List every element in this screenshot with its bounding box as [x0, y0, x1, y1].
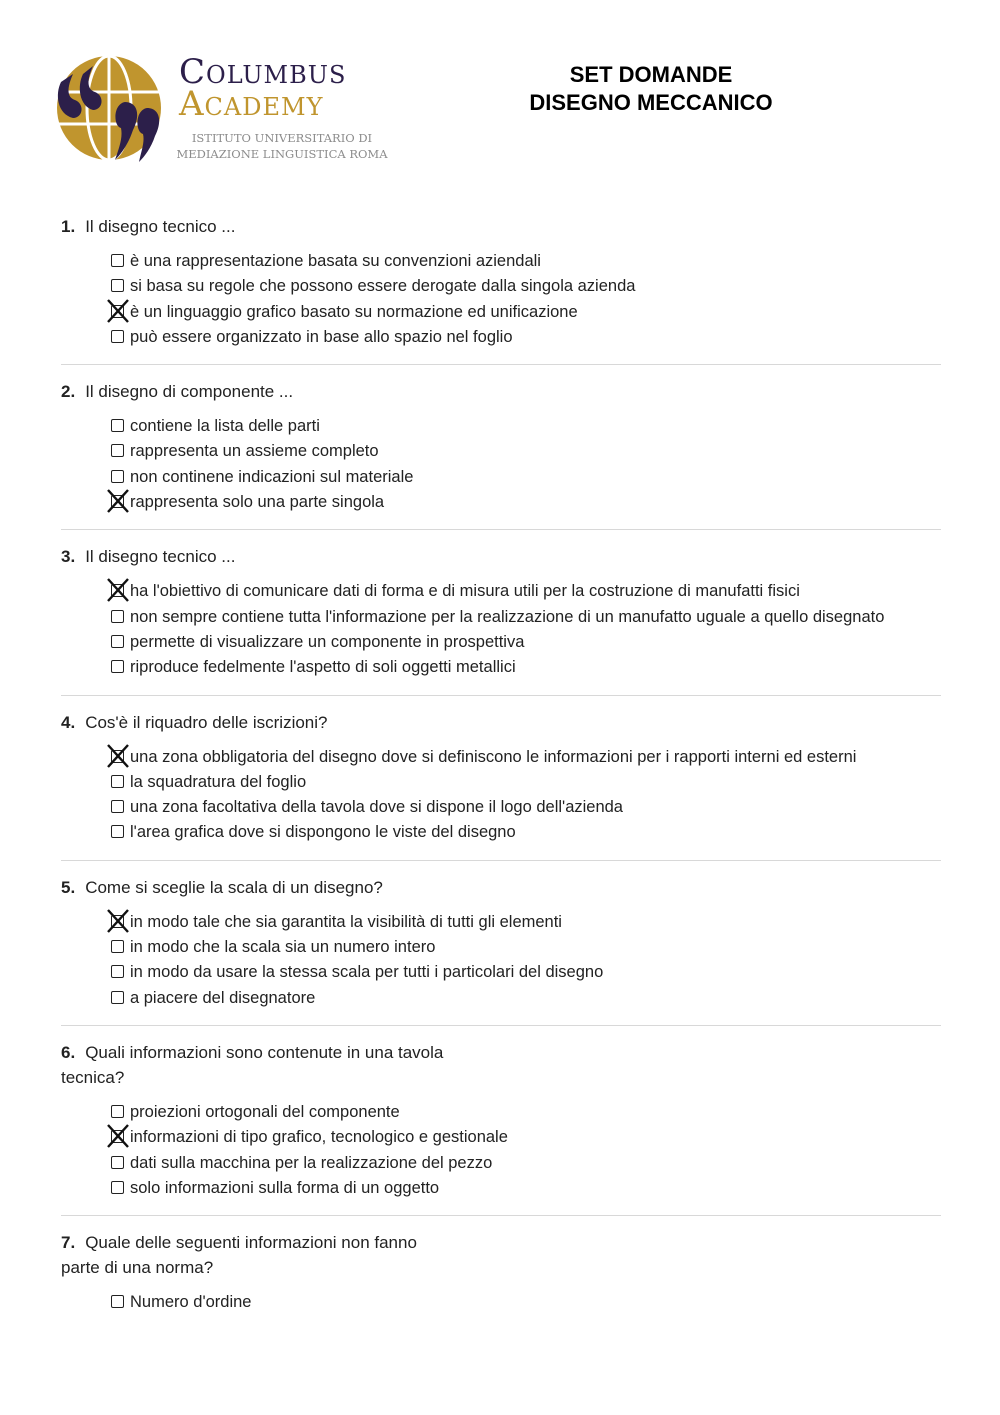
checkbox[interactable] [111, 965, 124, 978]
checked-cross-icon [106, 578, 130, 602]
checkbox[interactable] [111, 419, 124, 432]
checked-cross-icon [106, 1124, 130, 1148]
question-list [61, 214, 941, 1329]
answer-option[interactable] [111, 439, 941, 464]
answer-option[interactable] [111, 960, 941, 985]
question-text [61, 875, 941, 900]
answer-label: informazioni di tipo grafico, tecnologico e gestionale [130, 1128, 508, 1147]
answer-label: a piacere del disegnatore [130, 988, 316, 1007]
answer-label: proiezioni ortogonali del componente [130, 1102, 400, 1121]
answer-label: rappresenta solo una parte singola [130, 493, 385, 512]
checkbox[interactable] [111, 279, 124, 292]
question-4 [61, 710, 941, 861]
answer-label: dati sulla macchina per la realizzazione del pezzo [130, 1153, 493, 1172]
answer-label: non sempre contiene tutta l'informazione per la realizzazione di un manufatto uguale a quello disegnato [130, 607, 885, 626]
answer-label: rappresenta un assieme completo [130, 442, 379, 461]
answer-option[interactable] [111, 745, 941, 770]
question-text [61, 1230, 451, 1280]
answer-label: contiene la lista delle parti [130, 417, 320, 436]
answer-option[interactable] [111, 630, 941, 655]
answer-option[interactable] [111, 795, 941, 820]
brand-subtitle [171, 130, 393, 162]
answer-label: è un linguaggio grafico basato su normazione ed unificazione [130, 302, 578, 321]
brand-subtitle-line1: ISTITUTO UNIVERSITARIO DI [191, 131, 373, 145]
checkbox[interactable] [111, 1181, 124, 1194]
answer-option[interactable] [111, 910, 941, 935]
answer-option[interactable] [111, 579, 941, 604]
answer-label: solo informazioni sulla forma di un oggetto [130, 1178, 440, 1197]
checkbox[interactable] [111, 470, 124, 483]
checked-cross-icon [106, 744, 130, 768]
answer-label: la squadratura del foglio [130, 772, 307, 791]
answer-option[interactable] [111, 1100, 941, 1125]
question-divider [61, 1025, 941, 1026]
answer-label: una zona facoltativa della tavola dove si dispone il logo dell'azienda [130, 798, 623, 817]
answer-option[interactable] [111, 605, 941, 630]
answer-label: una zona obbligatoria del disegno dove si definiscono le informazioni per i rapporti interni ed esterni [130, 747, 857, 766]
question-label: Quale delle seguenti informazioni non fanno parte di una norma? [61, 1233, 417, 1278]
answer-option[interactable] [111, 1125, 941, 1150]
question-7 [61, 1230, 941, 1315]
question-divider [61, 695, 941, 696]
answer-label: non continene indicazioni sul materiale [130, 467, 414, 486]
answer-list [61, 579, 941, 680]
question-label: Il disegno di componente ... [85, 382, 294, 402]
checkbox[interactable] [111, 584, 124, 597]
question-label: Il disegno tecnico ... [85, 547, 236, 567]
question-5 [61, 875, 941, 1026]
question-label: Cos'è il riquadro delle iscrizioni? [85, 712, 328, 732]
answer-list [61, 249, 941, 350]
question-6 [61, 1040, 941, 1216]
question-text [61, 379, 941, 404]
answer-option[interactable] [111, 986, 941, 1011]
question-text [61, 214, 941, 239]
question-label: Il disegno tecnico ... [85, 217, 236, 236]
question-number: 4. [61, 712, 76, 732]
answer-option[interactable] [111, 1151, 941, 1176]
academy-logo [53, 52, 398, 170]
globe-quote-icon [53, 52, 165, 164]
checkbox[interactable] [111, 800, 124, 813]
answer-list [61, 910, 941, 1011]
answer-option[interactable] [111, 300, 941, 325]
answer-label: l'area grafica dove si dispongono le viste del disegno [130, 823, 516, 842]
checkbox[interactable] [111, 1156, 124, 1169]
question-label: Come si sceglie la scala di un disegno? [85, 877, 383, 897]
question-divider [61, 364, 941, 365]
checked-cross-icon [106, 489, 130, 513]
question-2 [61, 379, 941, 530]
question-divider [61, 1215, 941, 1216]
answer-label: è una rappresentazione basata su convenzioni aziendali [130, 252, 541, 270]
answer-option[interactable] [111, 274, 941, 299]
checkbox[interactable] [111, 254, 124, 267]
answer-label: in modo che la scala sia un numero intero [130, 938, 436, 957]
answer-option[interactable] [111, 414, 941, 439]
question-number: 7. [61, 1233, 76, 1253]
document-title-line1: SET DOMANDE [569, 62, 733, 87]
answer-option[interactable] [111, 249, 941, 274]
answer-option[interactable] [111, 820, 941, 845]
checked-cross-icon [106, 299, 130, 323]
checkbox[interactable] [111, 305, 124, 318]
question-number: 1. [61, 217, 76, 236]
answer-option[interactable] [111, 1176, 941, 1201]
answer-label: si basa su regole che possono essere derogate dalla singola azienda [130, 277, 636, 296]
answer-option[interactable] [111, 465, 941, 490]
answer-label: riproduce fedelmente l'aspetto di soli oggetti metallici [130, 658, 516, 677]
answer-list [61, 414, 941, 515]
checkbox[interactable] [111, 991, 124, 1004]
question-number: 2. [61, 382, 76, 402]
checkbox[interactable] [111, 330, 124, 343]
checked-cross-icon [106, 909, 130, 933]
brand-name-line1: Columbus [179, 52, 347, 92]
answer-option[interactable] [111, 490, 941, 515]
question-text [61, 544, 941, 569]
document-title-line2: DISEGNO MECCANICO [529, 90, 773, 115]
question-3 [61, 544, 941, 695]
question-divider [61, 860, 941, 861]
answer-label: Numero d'ordine [130, 1293, 252, 1312]
checkbox[interactable] [111, 1105, 124, 1118]
checkbox[interactable] [111, 610, 124, 623]
answer-option[interactable] [111, 325, 941, 350]
checkbox[interactable] [111, 635, 124, 648]
answer-list [61, 745, 941, 846]
answer-option[interactable] [111, 935, 941, 960]
question-text [61, 1040, 451, 1090]
answer-label: ha l'obiettivo di comunicare dati di forma e di misura utili per la costruzione di manufatti fisici [130, 582, 800, 601]
brand-name-line2: Academy [179, 84, 324, 124]
question-number: 3. [61, 547, 76, 567]
question-divider [61, 529, 941, 530]
question-label: Quali informazioni sono contenute in una tavola tecnica? [61, 1042, 444, 1087]
question-1 [61, 214, 941, 365]
checkbox[interactable] [111, 1295, 124, 1308]
checkbox[interactable] [111, 660, 124, 673]
checkbox[interactable] [111, 444, 124, 457]
answer-label: in modo da usare la stessa scala per tutti i particolari del disegno [130, 963, 604, 982]
document-title [500, 61, 802, 117]
answer-option[interactable] [111, 770, 941, 795]
brand-subtitle-line2: MEDIAZIONE LINGUISTICA ROMA [176, 147, 388, 161]
answer-option[interactable] [111, 1290, 941, 1315]
answer-list [61, 1290, 941, 1315]
checkbox[interactable] [111, 750, 124, 763]
answer-option[interactable] [111, 655, 941, 680]
question-number: 6. [61, 1042, 76, 1062]
question-text [61, 710, 941, 735]
checkbox[interactable] [111, 825, 124, 838]
answer-label: in modo tale che sia garantita la visibilità di tutti gli elementi [130, 912, 562, 931]
answer-label: permette di visualizzare un componente in prospettiva [130, 632, 525, 651]
checkbox[interactable] [111, 495, 124, 508]
checkbox[interactable] [111, 1130, 124, 1143]
answer-list [61, 1100, 941, 1201]
answer-label: può essere organizzato in base allo spazio nel foglio [130, 327, 513, 346]
checkbox[interactable] [111, 915, 124, 928]
question-number: 5. [61, 877, 76, 897]
checkbox[interactable] [111, 775, 124, 788]
checkbox[interactable] [111, 940, 124, 953]
